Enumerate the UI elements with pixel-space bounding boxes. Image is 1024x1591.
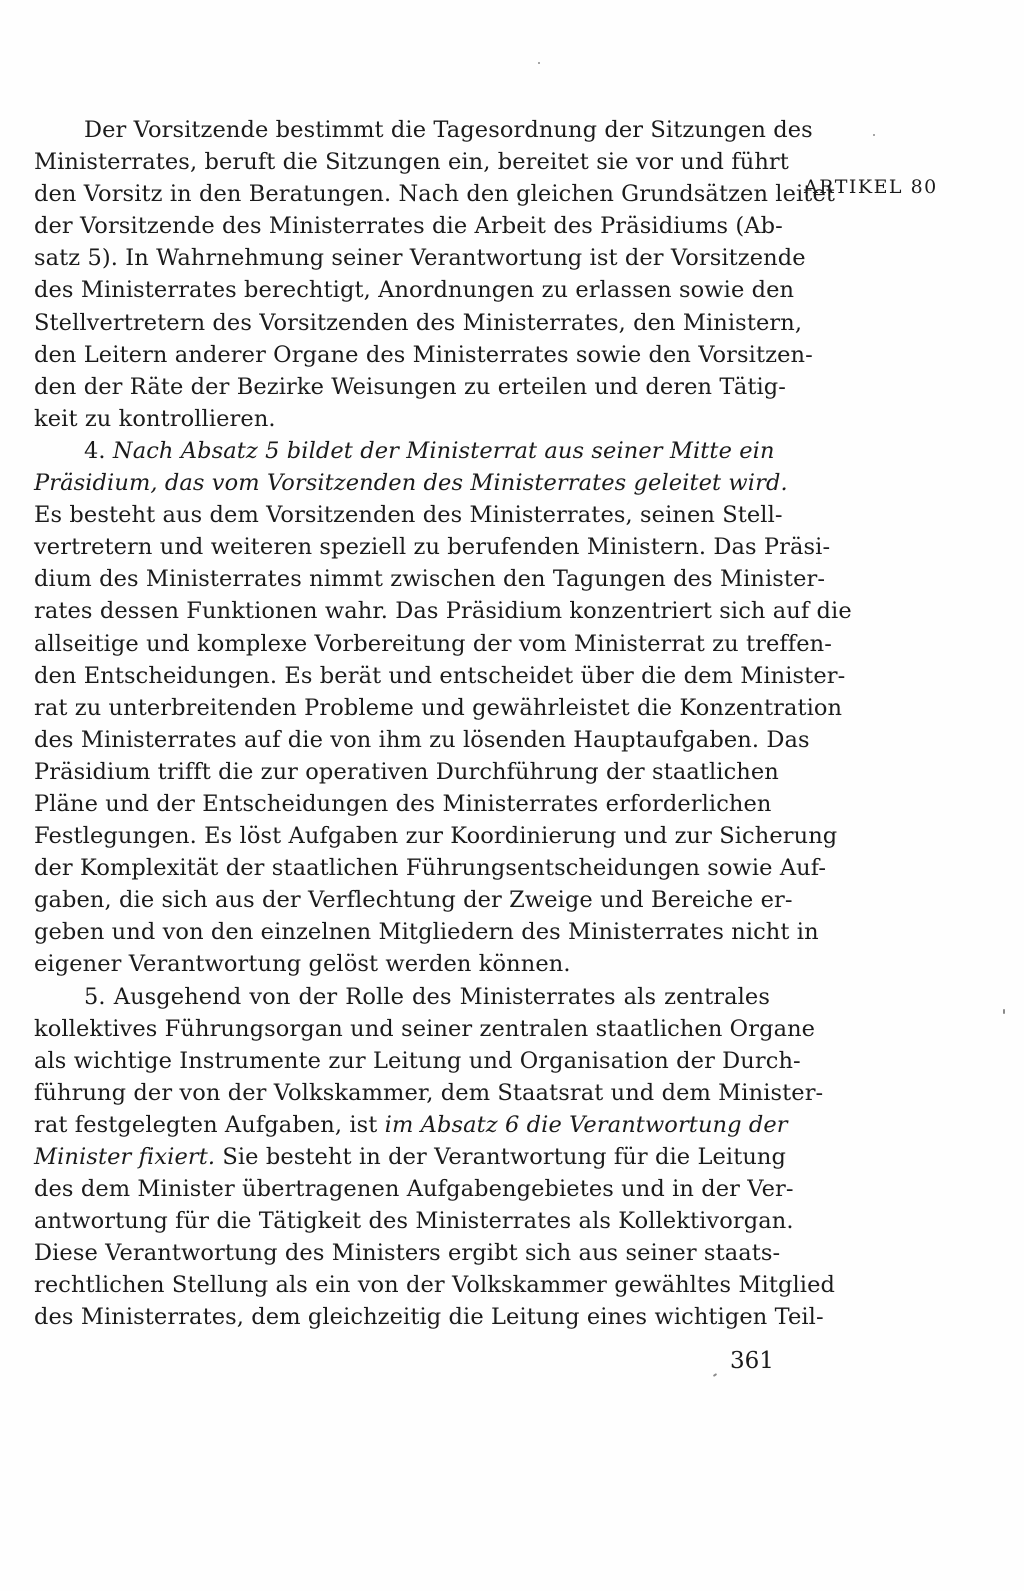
text-span: rechtlichen Stellung als ein von der Volkskammer gewähltes Mitglied bbox=[34, 1272, 836, 1299]
text-span: Der Vorsitzende bestimmt die Tagesordnung der Sitzungen des bbox=[84, 117, 813, 143]
text-span: des Ministerrates berechtigt, Anordnungen zu erlassen sowie den bbox=[34, 277, 795, 304]
text-span: rates dessen Funktionen wahr. Das Präsidium konzentriert sich auf die bbox=[34, 598, 852, 625]
text-line bbox=[34, 1077, 824, 1109]
text-span: vertretern und weiteren speziell zu berufenden Ministern. Das Präsi- bbox=[34, 534, 831, 561]
text-line bbox=[34, 371, 787, 403]
page-number: 361 bbox=[730, 1348, 774, 1374]
text-span: des Ministerrates, dem gleichzeitig die Leitung eines wichtigen Teil- bbox=[34, 1304, 824, 1331]
text-line bbox=[34, 242, 806, 274]
text-line bbox=[34, 1141, 787, 1173]
text-span: Ministerrates, beruft die Sitzungen ein, bereitet sie vor und führt bbox=[34, 149, 789, 176]
print-speck bbox=[1003, 1009, 1005, 1014]
text-line bbox=[34, 948, 770, 980]
text-line bbox=[34, 114, 813, 146]
text-line bbox=[34, 1237, 781, 1269]
text-line bbox=[34, 692, 843, 724]
text-line bbox=[34, 595, 852, 627]
text-line bbox=[34, 274, 795, 306]
text-line bbox=[34, 628, 832, 660]
text-line bbox=[34, 788, 770, 820]
text-span: 5. Ausgehend von der Rolle des Ministerrates als zentrales bbox=[84, 983, 770, 1010]
text-line bbox=[34, 852, 827, 884]
text-span: den der Räte der Bezirke Weisungen zu erteilen und deren Tätig- bbox=[34, 373, 787, 400]
text-line bbox=[34, 499, 783, 531]
text-span: gaben, die sich aus der Verflechtung der Zweige und Bereiche er- bbox=[34, 887, 793, 914]
text-line bbox=[34, 981, 770, 1013]
text-line bbox=[34, 467, 788, 499]
margin-article-reference: ARTIKEL 80 bbox=[804, 176, 938, 198]
text-line bbox=[34, 660, 846, 692]
text-line bbox=[34, 756, 779, 788]
text-span: den Entscheidungen. Es berät und entscheidet über die dem Minister- bbox=[34, 662, 846, 689]
text-line bbox=[34, 1269, 836, 1301]
text-line bbox=[34, 820, 838, 852]
print-speck bbox=[538, 62, 540, 64]
text-span: dium des Ministerrates nimmt zwischen den Tagungen des Minister- bbox=[34, 566, 826, 593]
text-span: rat festgelegten Aufgaben, ist bbox=[34, 1111, 385, 1138]
print-speck bbox=[713, 1373, 717, 1377]
text-span: den Vorsitz in den Beratungen. Nach den gleichen Grundsätzen leitet bbox=[34, 181, 835, 208]
text-span: Pläne und der Entscheidungen des Ministerrates erforderlichen bbox=[34, 790, 772, 817]
text-line bbox=[34, 916, 819, 948]
text-span: Stellvertretern des Vorsitzenden des Ministerrates, den Ministern, bbox=[34, 309, 803, 336]
text-line bbox=[34, 563, 826, 595]
italic-text-span: Nach Absatz 5 bildet der Ministerrat aus seiner Mitte ein bbox=[112, 437, 775, 464]
text-span: des Ministerrates auf die von ihm zu lösenden Hauptaufgaben. Das bbox=[34, 726, 810, 753]
text-span: Festlegungen. Es löst Aufgaben zur Koordinierung und zur Sicherung bbox=[34, 823, 838, 850]
text-line bbox=[34, 146, 789, 178]
italic-text-span: Minister fixiert. bbox=[34, 1144, 216, 1170]
text-line bbox=[34, 210, 783, 242]
text-span: der Vorsitzende des Ministerrates die Arbeit des Präsidiums (Ab- bbox=[34, 213, 783, 240]
text-line bbox=[34, 435, 775, 467]
text-line bbox=[34, 724, 810, 756]
text-line bbox=[34, 403, 770, 435]
text-span: Es besteht aus dem Vorsitzenden des Ministerrates, seinen Stell- bbox=[34, 502, 783, 529]
text-line bbox=[34, 178, 835, 210]
text-span: als wichtige Instrumente zur Leitung und Organisation der Durch- bbox=[34, 1047, 801, 1074]
text-span: antwortung für die Tätigkeit des Ministerrates als Kollektivorgan. bbox=[34, 1208, 794, 1235]
text-span: Sie besteht in der Verantwortung für die Leitung bbox=[215, 1144, 787, 1170]
text-span: allseitige und komplexe Vorbereitung der vom Ministerrat zu treffen- bbox=[34, 630, 832, 657]
text-span: des dem Minister übertragenen Aufgabengebietes und in der Ver- bbox=[34, 1176, 794, 1203]
text-line bbox=[34, 1173, 794, 1205]
text-line bbox=[34, 1205, 794, 1237]
text-line bbox=[34, 531, 831, 563]
text-span: Präsidium trifft die zur operativen Durchführung der staatlichen bbox=[34, 758, 779, 785]
text-span: den Leitern anderer Organe des Ministerrates sowie den Vorsitzen- bbox=[34, 341, 813, 368]
text-span: der Komplexität der staatlichen Führungsentscheidungen sowie Auf- bbox=[34, 855, 827, 882]
text-span: kollektives Führungsorgan und seiner zentralen staatlichen Organe bbox=[34, 1015, 816, 1042]
text-line bbox=[34, 307, 803, 339]
text-span: geben und von den einzelnen Mitgliedern des Ministerrates nicht in bbox=[34, 919, 819, 946]
body-text bbox=[34, 114, 852, 1334]
text-line bbox=[34, 884, 793, 916]
text-span: satz 5). In Wahrnehmung seiner Verantwortung ist der Vorsitzende bbox=[34, 245, 806, 272]
italic-text-span: Präsidium, das vom Vorsitzenden des Ministerrates geleitet wird. bbox=[34, 470, 788, 497]
text-span: 4. bbox=[84, 437, 113, 464]
text-span: Diese Verantwortung des Ministers ergibt sich aus seiner staats- bbox=[34, 1240, 781, 1267]
text-span: keit zu kontrollieren. bbox=[34, 405, 276, 432]
text-line bbox=[34, 339, 813, 371]
text-line bbox=[34, 1109, 788, 1141]
text-span: führung der von der Volkskammer, dem Staatsrat und dem Minister- bbox=[34, 1079, 824, 1106]
text-line bbox=[34, 1301, 824, 1333]
text-line bbox=[34, 1045, 801, 1077]
print-speck bbox=[873, 134, 875, 136]
text-span: eigener Verantwortung gelöst werden können. bbox=[34, 951, 571, 978]
text-line bbox=[34, 1013, 816, 1045]
italic-text-span: im Absatz 6 die Verantwortung der bbox=[384, 1111, 788, 1138]
text-span: rat zu unterbreitenden Probleme und gewährleistet die Konzentration bbox=[34, 694, 843, 721]
